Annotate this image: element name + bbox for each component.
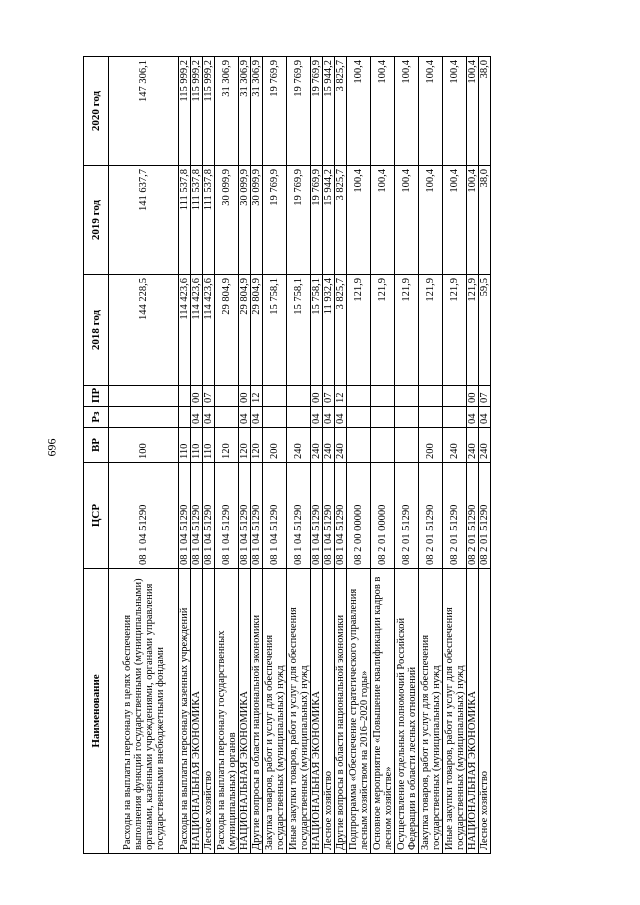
cell-csr: 08 2 01 51290 [395, 463, 419, 569]
cell-rz [179, 407, 191, 428]
cell-2020: 115 999,2 [203, 57, 215, 166]
cell-2019: 30 099,9 [215, 166, 239, 275]
cell-csr: 08 2 01 51290 [443, 463, 467, 569]
table-row [215, 57, 239, 854]
cell-csr: 08 2 01 51290 [419, 463, 443, 569]
header-csr: ЦСР [84, 463, 109, 569]
cell-csr: 08 1 04 51290 [251, 463, 263, 569]
cell-pr [287, 386, 311, 407]
cell-rz [419, 407, 443, 428]
cell-2019: 30 099,9 [251, 166, 263, 275]
table-body [109, 57, 491, 854]
cell-vr [371, 428, 395, 463]
cell-rz [109, 407, 179, 428]
cell-2019: 30 099,9 [239, 166, 251, 275]
cell-2018: 11 932,4 [323, 275, 335, 386]
cell-vr: 200 [419, 428, 443, 463]
cell-pr [371, 386, 395, 407]
cell-rz: 04 [311, 407, 323, 428]
table-row [179, 57, 191, 854]
cell-rz [287, 407, 311, 428]
cell-2019: 141 637,7 [109, 166, 179, 275]
cell-2018: 121,9 [419, 275, 443, 386]
cell-2020: 19 769,9 [263, 57, 287, 166]
cell-2020: 115 999,2 [179, 57, 191, 166]
cell-2019: 38,0 [479, 166, 491, 275]
cell-2018: 15 758,1 [311, 275, 323, 386]
cell-name: Подпрограмма «Обеспечение стратегического управления лесным хозяйством на 2016–2020 годы» [347, 569, 371, 854]
header-2019: 2019 год [84, 166, 109, 275]
cell-2020: 100,4 [443, 57, 467, 166]
cell-rz [215, 407, 239, 428]
cell-vr: 240 [287, 428, 311, 463]
cell-2018: 29 804,9 [251, 275, 263, 386]
cell-vr: 240 [311, 428, 323, 463]
cell-csr: 08 1 04 51290 [191, 463, 203, 569]
cell-2018: 114 423,6 [179, 275, 191, 386]
cell-csr: 08 2 01 51290 [467, 463, 479, 569]
table-row [109, 57, 179, 854]
cell-2018: 121,9 [443, 275, 467, 386]
table-row [311, 57, 323, 854]
cell-2019: 19 769,9 [287, 166, 311, 275]
table-row [395, 57, 419, 854]
budget-table [83, 56, 491, 854]
cell-pr [263, 386, 287, 407]
cell-2020: 115 999,2 [191, 57, 203, 166]
cell-2020: 147 306,1 [109, 57, 179, 166]
cell-2018: 121,9 [371, 275, 395, 386]
cell-2019: 15 944,2 [323, 166, 335, 275]
cell-pr: 00 [311, 386, 323, 407]
cell-rz [263, 407, 287, 428]
cell-2020: 100,4 [467, 57, 479, 166]
table-row [263, 57, 287, 854]
cell-2018: 3 825,7 [335, 275, 347, 386]
cell-2018: 15 758,1 [287, 275, 311, 386]
page-number: 696 [44, 438, 59, 457]
cell-2019: 100,4 [347, 166, 371, 275]
cell-rz: 04 [323, 407, 335, 428]
cell-2019: 100,4 [419, 166, 443, 275]
cell-2020: 31 306,9 [215, 57, 239, 166]
cell-pr: 00 [239, 386, 251, 407]
cell-2019: 111 537,8 [191, 166, 203, 275]
cell-vr: 240 [443, 428, 467, 463]
cell-name: НАЦИОНАЛЬНАЯ ЭКОНОМИКА [239, 569, 251, 854]
cell-vr: 240 [323, 428, 335, 463]
cell-pr: 00 [191, 386, 203, 407]
cell-csr: 08 1 04 51290 [179, 463, 191, 569]
cell-vr: 110 [203, 428, 215, 463]
cell-name: Осуществление отдельных полномочий Российской Федерации в области лесных отношений [395, 569, 419, 854]
cell-2019: 100,4 [371, 166, 395, 275]
cell-vr [347, 428, 371, 463]
cell-vr: 110 [179, 428, 191, 463]
cell-2020: 100,4 [419, 57, 443, 166]
cell-2020: 31 306,9 [251, 57, 263, 166]
cell-pr [179, 386, 191, 407]
cell-vr: 240 [479, 428, 491, 463]
cell-rz: 04 [191, 407, 203, 428]
cell-name: Закупка товаров, работ и услуг для обеспечения государственных (муниципальных) нужд [263, 569, 287, 854]
cell-2020: 19 769,9 [287, 57, 311, 166]
cell-rz: 04 [203, 407, 215, 428]
cell-csr: 08 1 04 51290 [311, 463, 323, 569]
cell-2019: 111 537,8 [179, 166, 191, 275]
cell-2018: 29 804,9 [215, 275, 239, 386]
cell-vr: 240 [467, 428, 479, 463]
header-vr: ВР [84, 428, 109, 463]
cell-name: Расходы на выплаты персоналу государственных (муниципальных) органов [215, 569, 239, 854]
table-row [479, 57, 491, 854]
cell-2019: 111 537,8 [203, 166, 215, 275]
cell-rz: 04 [239, 407, 251, 428]
table-row [191, 57, 203, 854]
cell-2018: 29 804,9 [239, 275, 251, 386]
cell-vr [395, 428, 419, 463]
cell-rz: 04 [335, 407, 347, 428]
cell-csr: 08 2 00 00000 [347, 463, 371, 569]
cell-2018: 144 228,5 [109, 275, 179, 386]
cell-name: Расходы на выплаты персоналу казенных учреждений [179, 569, 191, 854]
cell-2018: 121,9 [467, 275, 479, 386]
header-2020: 2020 год [84, 57, 109, 166]
cell-2019: 100,4 [443, 166, 467, 275]
cell-csr: 08 1 04 51290 [215, 463, 239, 569]
cell-name: Лесное хозяйство [323, 569, 335, 854]
cell-2019: 19 769,9 [263, 166, 287, 275]
cell-2020: 100,4 [371, 57, 395, 166]
cell-rz: 04 [467, 407, 479, 428]
cell-rz [347, 407, 371, 428]
table-row [251, 57, 263, 854]
cell-name: Лесное хозяйство [203, 569, 215, 854]
cell-pr: 07 [203, 386, 215, 407]
header-rz: Рз [84, 407, 109, 428]
cell-pr: 07 [323, 386, 335, 407]
cell-vr: 120 [239, 428, 251, 463]
cell-rz: 04 [479, 407, 491, 428]
table-row [203, 57, 215, 854]
cell-pr [395, 386, 419, 407]
cell-vr: 110 [191, 428, 203, 463]
cell-pr [347, 386, 371, 407]
cell-2019: 100,4 [395, 166, 419, 275]
cell-2018: 114 423,6 [191, 275, 203, 386]
table-row [335, 57, 347, 854]
budget-table-container [83, 57, 583, 854]
cell-csr: 08 1 04 51290 [323, 463, 335, 569]
table-row [419, 57, 443, 854]
cell-csr: 08 2 01 51290 [479, 463, 491, 569]
cell-2020: 31 306,9 [239, 57, 251, 166]
table-row [467, 57, 479, 854]
cell-csr: 08 1 04 51290 [239, 463, 251, 569]
cell-vr: 240 [335, 428, 347, 463]
cell-pr [109, 386, 179, 407]
cell-name: Основное мероприятие «Повышение квалификации кадров в лесном хозяйстве» [371, 569, 395, 854]
header-2018: 2018 год [84, 275, 109, 386]
cell-rz [395, 407, 419, 428]
cell-name: Закупка товаров, работ и услуг для обеспечения государственных (муниципальных) нужд [419, 569, 443, 854]
cell-2018: 59,5 [479, 275, 491, 386]
cell-pr [419, 386, 443, 407]
cell-name: НАЦИОНАЛЬНАЯ ЭКОНОМИКА [191, 569, 203, 854]
header-name: Наименование [84, 569, 109, 854]
cell-2019: 19 769,9 [311, 166, 323, 275]
cell-vr: 120 [215, 428, 239, 463]
table-row [287, 57, 311, 854]
cell-csr: 08 2 01 00000 [371, 463, 395, 569]
cell-name: НАЦИОНАЛЬНАЯ ЭКОНОМИКА [467, 569, 479, 854]
cell-2020: 19 769,9 [311, 57, 323, 166]
cell-2020: 38,0 [479, 57, 491, 166]
cell-name: Другие вопросы в области национальной экономики [251, 569, 263, 854]
table-row [323, 57, 335, 854]
table-row [443, 57, 467, 854]
table-row [371, 57, 395, 854]
cell-2020: 3 825,7 [335, 57, 347, 166]
cell-name: НАЦИОНАЛЬНАЯ ЭКОНОМИКА [311, 569, 323, 854]
cell-name: Другие вопросы в области национальной экономики [335, 569, 347, 854]
cell-2020: 100,4 [347, 57, 371, 166]
cell-rz [371, 407, 395, 428]
cell-2020: 100,4 [395, 57, 419, 166]
cell-csr: 08 1 04 51290 [335, 463, 347, 569]
cell-csr: 08 1 04 51290 [287, 463, 311, 569]
cell-pr [443, 386, 467, 407]
header-pr: ПР [84, 386, 109, 407]
cell-vr: 100 [109, 428, 179, 463]
table-header-row [84, 57, 109, 854]
cell-rz [443, 407, 467, 428]
cell-pr: 12 [251, 386, 263, 407]
cell-2020: 15 944,2 [323, 57, 335, 166]
cell-name: Лесное хозяйство [479, 569, 491, 854]
cell-pr: 12 [335, 386, 347, 407]
cell-csr: 08 1 04 51290 [109, 463, 179, 569]
table-row [239, 57, 251, 854]
cell-vr: 200 [263, 428, 287, 463]
table-row [347, 57, 371, 854]
cell-pr: 07 [479, 386, 491, 407]
cell-2018: 121,9 [347, 275, 371, 386]
cell-pr: 00 [467, 386, 479, 407]
cell-2019: 100,4 [467, 166, 479, 275]
cell-name: Иные закупки товаров, работ и услуг для обеспечения государственных (муниципальных) нужд [287, 569, 311, 854]
cell-2019: 3 825,7 [335, 166, 347, 275]
cell-2018: 114 423,6 [203, 275, 215, 386]
cell-name: Расходы на выплаты персоналу в целях обеспечения выполнения функций государственными (муниципальными) органами, казенными учреждениями, органами управления государственными внебюджетными фондами [109, 569, 179, 854]
cell-csr: 08 1 04 51290 [263, 463, 287, 569]
cell-vr: 120 [251, 428, 263, 463]
cell-pr [215, 386, 239, 407]
cell-csr: 08 1 04 51290 [203, 463, 215, 569]
cell-2018: 121,9 [395, 275, 419, 386]
cell-2018: 15 758,1 [263, 275, 287, 386]
cell-name: Иные закупки товаров, работ и услуг для обеспечения государственных (муниципальных) нужд [443, 569, 467, 854]
cell-rz: 04 [251, 407, 263, 428]
